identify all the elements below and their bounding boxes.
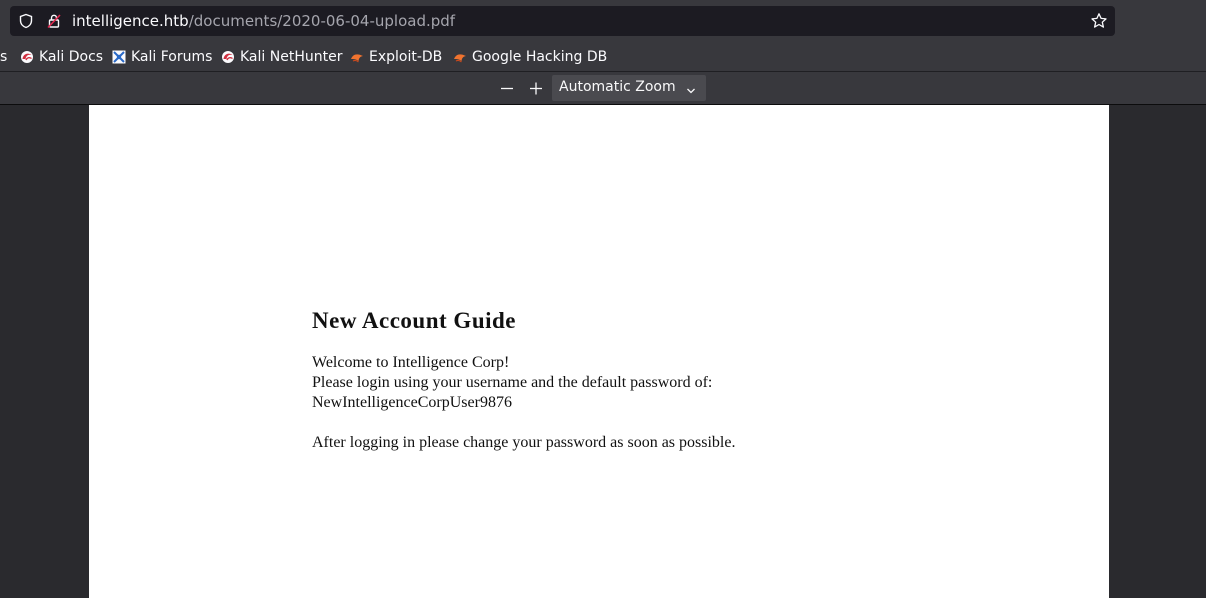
document-line-password: NewIntelligenceCorpUser9876 xyxy=(312,394,512,411)
plus-icon xyxy=(528,80,544,96)
pdf-page xyxy=(89,105,1109,598)
kali-forums-icon xyxy=(112,50,126,64)
kali-dragon-icon xyxy=(20,50,34,64)
bookmark-kali-forums[interactable] xyxy=(112,48,212,66)
url-host: intelligence.htb xyxy=(72,12,189,30)
bookmark-label: Exploit-DB xyxy=(369,49,443,65)
tracking-protection-shield-icon[interactable] xyxy=(18,13,34,33)
url-text[interactable] xyxy=(72,12,455,30)
document-line-change-password: After logging in please change your password as soon as possible. xyxy=(312,434,736,451)
pdf-viewer-container[interactable] xyxy=(0,105,1206,598)
url-path: /documents/2020-06-04-upload.pdf xyxy=(188,12,456,30)
exploit-db-icon xyxy=(453,50,467,64)
bookmark-kali-docs[interactable] xyxy=(20,48,103,66)
zoom-select[interactable] xyxy=(552,75,706,101)
chevron-down-icon xyxy=(686,83,696,99)
bookmarks-toolbar xyxy=(0,42,1206,72)
zoom-select-value: Automatic Zoom xyxy=(559,79,676,95)
url-bar[interactable] xyxy=(10,6,1115,36)
bookmark-label: s xyxy=(0,49,8,65)
kali-dragon-icon xyxy=(221,50,235,64)
bookmark-google-hacking-db[interactable] xyxy=(453,48,607,66)
document-title: New Account Guide xyxy=(312,308,516,333)
document-line-login: Please login using your username and the default password of: xyxy=(312,374,713,391)
bookmark-kali-nethunter[interactable] xyxy=(221,48,342,66)
bookmark-label: Kali NetHunter xyxy=(240,49,343,65)
paragraph-gap xyxy=(312,413,1072,433)
bookmark-exploit-db[interactable] xyxy=(350,48,442,66)
bookmark-label: Google Hacking DB xyxy=(472,49,608,65)
address-row xyxy=(0,0,1206,42)
bookmark-label: Kali Forums xyxy=(131,49,213,65)
pdf-toolbar xyxy=(0,72,1206,105)
zoom-in-button[interactable] xyxy=(528,80,544,96)
bookmark-item-truncated[interactable] xyxy=(0,48,7,66)
zoom-out-button[interactable] xyxy=(499,80,515,96)
minus-icon xyxy=(499,80,515,96)
insecure-lock-icon[interactable] xyxy=(46,13,62,33)
document-content xyxy=(312,305,1072,453)
bookmark-label: Kali Docs xyxy=(39,49,104,65)
document-line-welcome: Welcome to Intelligence Corp! xyxy=(312,354,510,371)
bookmark-star-icon[interactable] xyxy=(1090,12,1108,34)
exploit-db-icon xyxy=(350,50,364,64)
